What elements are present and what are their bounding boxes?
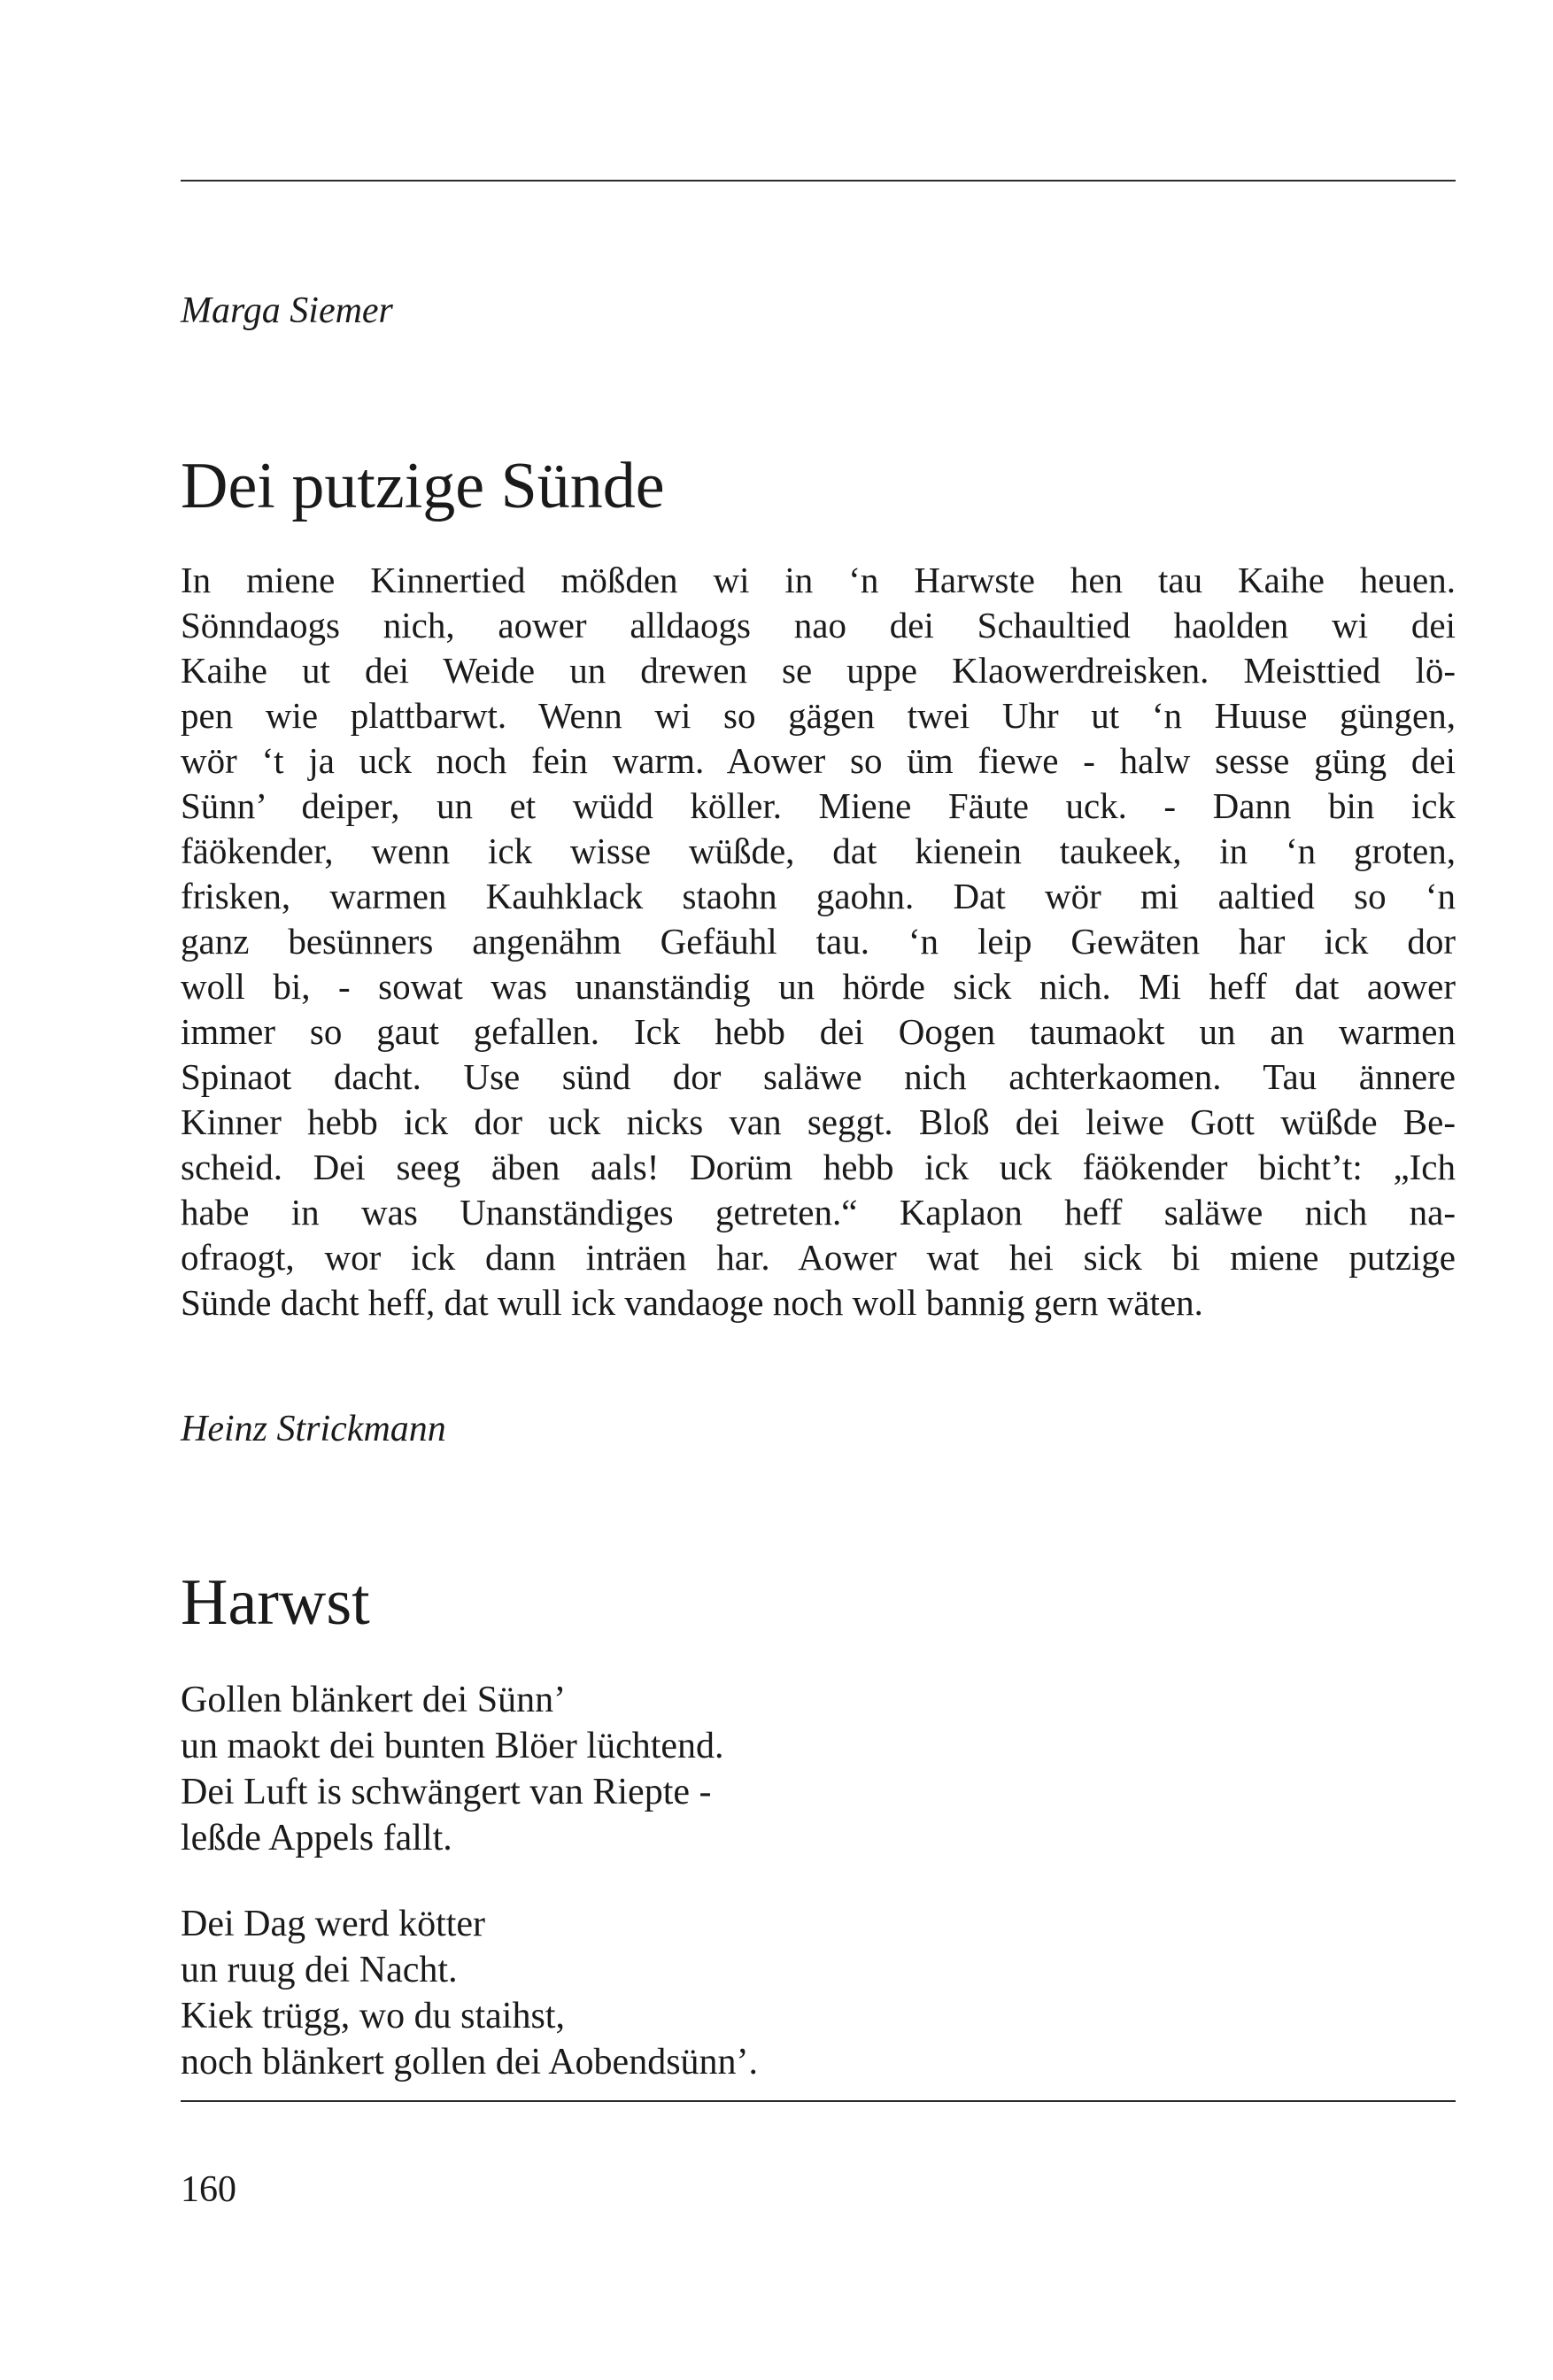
text-line: Sönndaogs nich, aower alldaogs nao dei Schaultied haolden wi dei [181,605,1456,645]
text-line: frisken, warmen Kauhklack staohn gaohn. Dat wör mi aaltied so ‘n [181,876,1456,916]
poem-title: Dei putzige Sünde [181,450,665,522]
poem-title: Harwst [181,1566,370,1639]
text-line: wör ‘t ja uck noch fein warm. Aower so üm fiewe - halw sesse güng dei [181,740,1456,781]
text-line: immer so gaut gefallen. Ick hebb dei Oogen taumaokt un an warmen [181,1011,1456,1052]
text-line: Sünde dacht heff, dat wull ick vandaoge noch woll bannig gern wäten. [181,1282,1203,1323]
text-line: pen wie plattbarwt. Wenn wi so gägen twei Uhr ut ‘n Huuse güngen, [181,695,1456,736]
text-line: Sünn’ deiper, un et wüdd köller. Miene Fäute uck. - Dann bin ick [181,785,1456,826]
verse-line: leßde Appels fallt. [181,1818,452,1858]
verse-line: un maokt dei bunten Blöer lüchtend. [181,1726,724,1766]
text-line: fäökender, wenn ick wisse wüßde, dat kienein taukeek, in ‘n groten, [181,831,1456,871]
text-line: scheid. Dei seeg äben aals! Dorüm hebb ick uck fäökender bicht’t: „Ich [181,1147,1456,1187]
poem-stanza [181,1901,758,2085]
text-line: habe in was Unanständiges getreten.“ Kaplaon heff saläwe nich na- [181,1192,1456,1232]
verse-line: un ruug dei Nacht. [181,1950,458,1990]
page-number: 160 [181,2169,236,2210]
text-line: Kaihe ut dei Weide un drewen se uppe Klaowerdreisken. Meisttied lö- [181,650,1456,691]
verse-line: Kiek trügg, wo du staihst, [181,1996,565,2036]
story-text [181,558,1456,1325]
verse-line: noch blänkert gollen dei Aobendsünn’. [181,2042,759,2082]
verse-line: Gollen blänkert dei Sünn’ [181,1680,567,1720]
text-line: ofraogt, wor ick dann inträen har. Aower wat hei sick bi miene putzige [181,1237,1456,1278]
text-line: Kinner hebb ick dor uck nicks van seggt. Bloß dei leiwe Gott wüßde Be- [181,1101,1456,1142]
author-name: Marga Siemer [181,290,393,331]
bottom-rule [181,2100,1456,2102]
verse-line: Dei Dag werd kötter [181,1904,486,1944]
top-rule [181,180,1456,182]
text-line: ganz besünners angenähm Gefäuhl tau. ‘n leip Gewäten har ick dor [181,921,1456,962]
text-line: In miene Kinnertied mößden wi in ‘n Harwste hen tau Kaihe heuen. [181,560,1456,600]
poem-stanza [181,1677,724,1861]
author-name: Heinz Strickmann [181,1409,446,1449]
text-line: Spinaot dacht. Use sünd dor saläwe nich achterkaomen. Tau ännere [181,1056,1456,1097]
text-line: woll bi, - sowat was unanständig un hörde sick nich. Mi heff dat aower [181,966,1456,1007]
verse-line: Dei Luft is schwängert van Riepte - [181,1772,712,1812]
